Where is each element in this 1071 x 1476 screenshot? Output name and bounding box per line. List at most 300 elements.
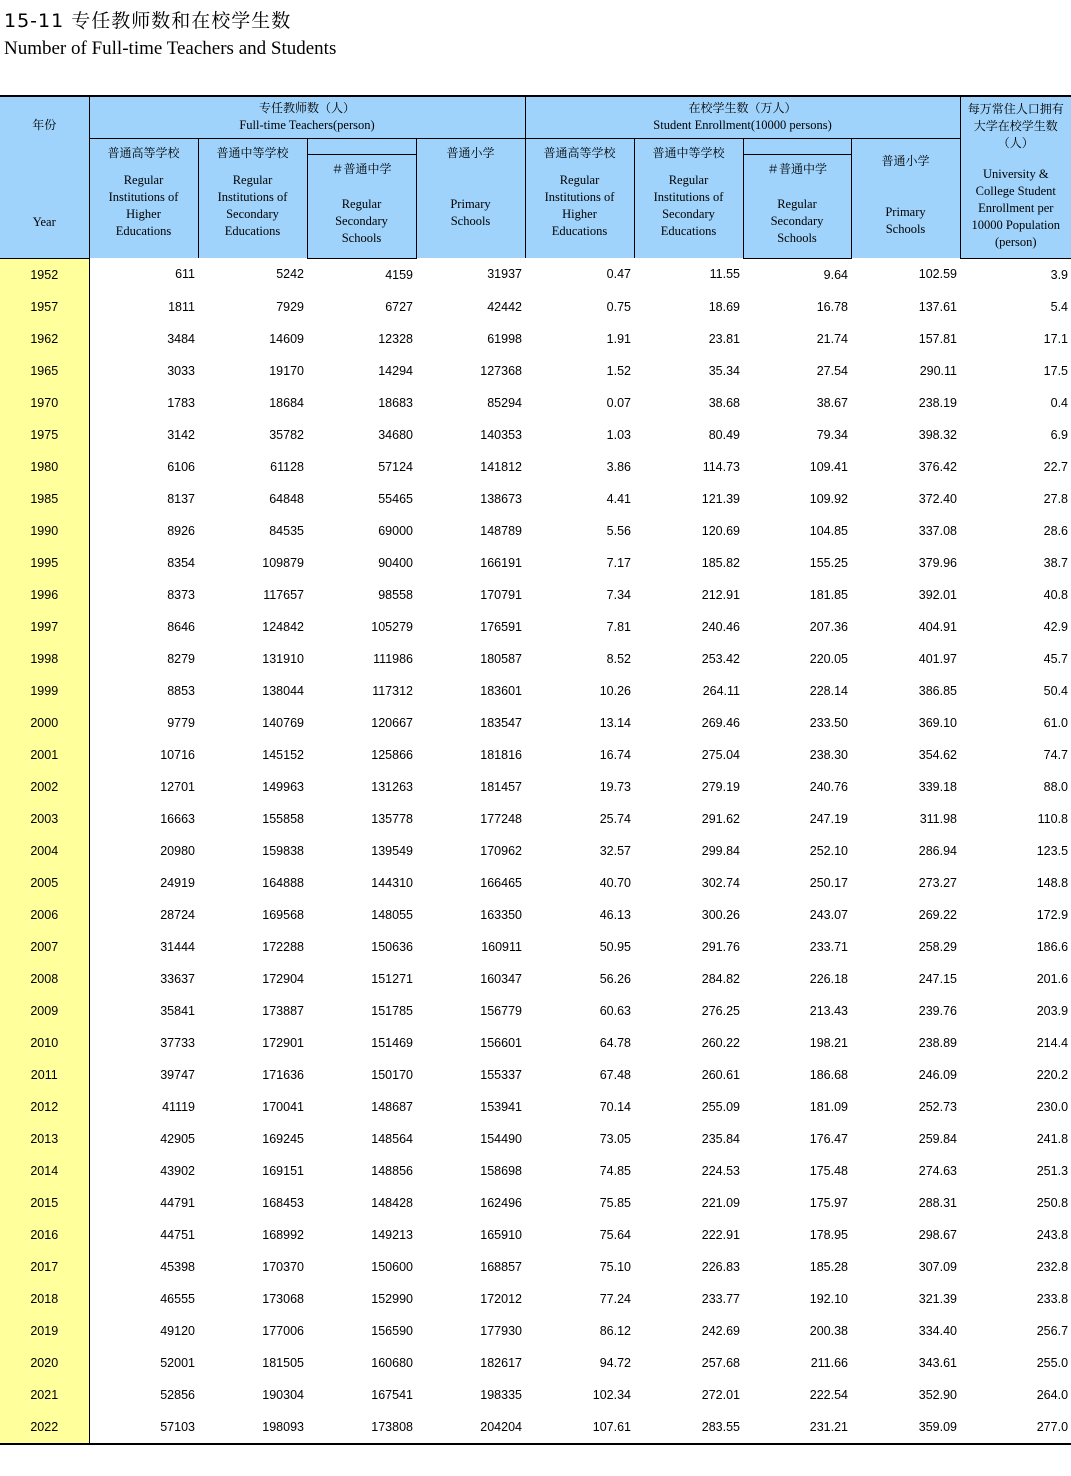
- value-cell: 73.05: [599, 1131, 631, 1146]
- value-cell: 171636: [262, 1067, 304, 1082]
- value-cell: 109.41: [809, 459, 848, 474]
- value-cell: 13.14: [599, 715, 631, 730]
- value-cell: 148856: [371, 1163, 413, 1178]
- value-cell: 94.72: [599, 1355, 631, 1370]
- year-cell: 1957: [0, 291, 89, 323]
- year-cell: 2000: [0, 707, 89, 739]
- value-cell: 256.7: [1036, 1323, 1069, 1338]
- value-cell: 109.92: [809, 491, 848, 506]
- value-cell: 151271: [371, 971, 413, 986]
- value-cell: 120.69: [701, 523, 740, 538]
- value-cell: 117657: [263, 587, 304, 602]
- value-cell: 3.86: [606, 459, 631, 474]
- value-cell: 231.21: [743, 1411, 851, 1444]
- value-cell: 275.04: [701, 747, 740, 762]
- value-cell: 160680: [371, 1355, 413, 1370]
- value-cell: 35841: [160, 1003, 195, 1018]
- value-cell: 69000: [378, 523, 413, 538]
- value-cell: 404.91: [918, 619, 958, 634]
- year-cell: 1997: [0, 611, 89, 643]
- value-cell: 277.0: [960, 1411, 1071, 1444]
- table-row: [0, 483, 1071, 515]
- value-cell: 52001: [160, 1355, 195, 1370]
- value-cell: 41119: [162, 1099, 195, 1114]
- enroll-higher-cn: 普通高等学校: [543, 145, 616, 160]
- value-cell: 155858: [262, 811, 304, 826]
- table-row: [0, 291, 1071, 323]
- value-cell: 11.55: [709, 267, 740, 282]
- value-cell: 185.82: [701, 555, 740, 570]
- value-cell: 224.53: [701, 1163, 740, 1178]
- value-cell: 230.0: [1036, 1099, 1069, 1114]
- value-cell: 260.22: [701, 1035, 740, 1050]
- value-cell: 255.0: [1036, 1355, 1069, 1370]
- value-cell: 181505: [262, 1355, 304, 1370]
- value-cell: 152990: [371, 1291, 413, 1306]
- value-cell: 198.21: [809, 1035, 848, 1050]
- table-row: [0, 1123, 1071, 1155]
- value-cell: 31444: [160, 939, 195, 954]
- value-cell: 233.8: [1036, 1291, 1069, 1306]
- year-cell: 1975: [0, 419, 89, 451]
- value-cell: 169568: [262, 907, 304, 922]
- value-cell: 33637: [160, 971, 195, 986]
- value-cell: 274.63: [918, 1163, 958, 1178]
- value-cell: 49120: [160, 1323, 195, 1338]
- value-cell: 64848: [269, 491, 304, 506]
- value-cell: 207.36: [809, 619, 848, 634]
- value-cell: 24919: [160, 875, 195, 890]
- value-cell: 242.69: [701, 1323, 740, 1338]
- value-cell: 269.46: [701, 715, 740, 730]
- data-table: [0, 95, 1071, 1445]
- value-cell: 17.1: [1043, 331, 1069, 346]
- value-cell: 177248: [480, 811, 522, 826]
- value-cell: 233.50: [809, 715, 848, 730]
- value-cell: 10716: [160, 747, 195, 762]
- value-cell: 148.8: [1036, 875, 1069, 890]
- value-cell: 166191: [480, 555, 522, 570]
- value-cell: 238.19: [918, 395, 958, 410]
- value-cell: 125866: [371, 747, 413, 762]
- value-cell: 148055: [371, 907, 413, 922]
- year-header: [0, 96, 89, 258]
- value-cell: 3033: [167, 363, 195, 378]
- value-cell: 232.8: [1036, 1259, 1069, 1274]
- value-cell: 45.7: [1043, 651, 1069, 666]
- value-cell: 173887: [262, 1003, 304, 1018]
- value-cell: 70.14: [599, 1099, 631, 1114]
- value-cell: 121.39: [701, 491, 740, 506]
- year-cell: 2011: [0, 1059, 89, 1091]
- year-header-en: Year: [32, 215, 56, 230]
- year-cell: 1952: [0, 258, 89, 291]
- value-cell: 168453: [262, 1195, 304, 1210]
- teachers-higher-header: [89, 138, 198, 258]
- value-cell: 198093: [198, 1411, 307, 1444]
- table-row: [0, 387, 1071, 419]
- value-cell: 246.09: [918, 1067, 958, 1082]
- value-cell: 253.42: [701, 651, 740, 666]
- value-cell: 3484: [167, 331, 195, 346]
- value-cell: 159838: [262, 843, 304, 858]
- value-cell: 222.91: [701, 1227, 740, 1242]
- table-row: [0, 771, 1071, 803]
- value-cell: 376.42: [918, 459, 958, 474]
- year-cell: 1999: [0, 675, 89, 707]
- per10000-header: [960, 96, 1071, 258]
- year-cell: 2004: [0, 835, 89, 867]
- value-cell: 18684: [269, 395, 304, 410]
- table-row: [0, 899, 1071, 931]
- value-cell: 283.55: [634, 1411, 743, 1444]
- value-cell: 172288: [262, 939, 304, 954]
- enroll-secondary-header: [634, 138, 743, 258]
- value-cell: 172904: [262, 971, 304, 986]
- value-cell: 8354: [167, 555, 195, 570]
- value-cell: 110.8: [1037, 811, 1069, 826]
- value-cell: 149213: [371, 1227, 413, 1242]
- value-cell: 176.47: [809, 1131, 848, 1146]
- value-cell: 221.09: [701, 1195, 740, 1210]
- table-row: [0, 739, 1071, 771]
- year-cell: 2017: [0, 1251, 89, 1283]
- value-cell: 186.6: [1036, 939, 1069, 954]
- value-cell: 60.63: [599, 1003, 631, 1018]
- value-cell: 170041: [262, 1099, 304, 1114]
- enroll-regsec-cn: ＃普通中学: [766, 161, 827, 176]
- value-cell: 379.96: [918, 555, 958, 570]
- value-cell: 311.98: [919, 811, 958, 826]
- value-cell: 44751: [160, 1227, 195, 1242]
- value-cell: 284.82: [701, 971, 740, 986]
- value-cell: 170370: [262, 1259, 304, 1274]
- value-cell: 185.28: [809, 1259, 848, 1274]
- value-cell: 8137: [167, 491, 195, 506]
- value-cell: 175.97: [809, 1195, 848, 1210]
- value-cell: 247.19: [809, 811, 848, 826]
- year-cell: 1965: [0, 355, 89, 387]
- value-cell: 192.10: [809, 1291, 848, 1306]
- value-cell: 107.61: [525, 1411, 634, 1444]
- enroll-blank-top: [743, 138, 851, 154]
- teachers-secondary-header: [198, 138, 307, 258]
- value-cell: 228.14: [809, 683, 848, 698]
- value-cell: 156601: [480, 1035, 522, 1050]
- year-cell: 2003: [0, 803, 89, 835]
- table-row: [0, 1411, 1071, 1444]
- teachers-primary-cn: 普通小学: [446, 145, 495, 160]
- value-cell: 0.07: [606, 395, 631, 410]
- teachers-group-cn: 专任教师数（人）: [258, 101, 355, 116]
- value-cell: 28724: [160, 907, 195, 922]
- value-cell: 148428: [371, 1195, 413, 1210]
- value-cell: 138044: [262, 683, 304, 698]
- value-cell: 17.5: [1043, 363, 1069, 378]
- value-cell: 151469: [371, 1035, 413, 1050]
- value-cell: 98558: [378, 587, 413, 602]
- value-cell: 4159: [385, 267, 413, 282]
- enroll-higher-header: [525, 138, 634, 258]
- value-cell: 117312: [372, 683, 413, 698]
- teachers-group-header: [89, 96, 525, 138]
- table-row: [0, 867, 1071, 899]
- value-cell: 34680: [378, 427, 413, 442]
- teachers-secondary-en: Regular Institutions of Secondary Educations: [217, 172, 288, 238]
- value-cell: 354.62: [918, 747, 958, 762]
- value-cell: 299.84: [701, 843, 740, 858]
- teachers-primary-en: Primary Schools: [450, 196, 491, 228]
- value-cell: 85294: [487, 395, 522, 410]
- value-cell: 77.24: [599, 1291, 631, 1306]
- value-cell: 238.30: [809, 747, 848, 762]
- value-cell: 8.52: [606, 651, 631, 666]
- value-cell: 23.81: [708, 331, 740, 346]
- value-cell: 250.17: [809, 875, 848, 890]
- value-cell: 226.83: [701, 1259, 740, 1274]
- value-cell: 157.81: [918, 331, 958, 346]
- value-cell: 86.12: [599, 1323, 631, 1338]
- value-cell: 20980: [160, 843, 195, 858]
- value-cell: 56.26: [599, 971, 631, 986]
- value-cell: 169245: [262, 1131, 304, 1146]
- year-cell: 2010: [0, 1027, 89, 1059]
- year-cell: 1998: [0, 643, 89, 675]
- enrollment-group-en: Student Enrollment(10000 persons): [653, 118, 832, 133]
- year-cell: 2020: [0, 1347, 89, 1379]
- year-cell: 2016: [0, 1219, 89, 1251]
- value-cell: 44791: [160, 1195, 195, 1210]
- value-cell: 75.10: [599, 1259, 631, 1274]
- value-cell: 251.3: [1036, 1163, 1069, 1178]
- value-cell: 164888: [262, 875, 304, 890]
- value-cell: 339.18: [918, 779, 958, 794]
- enrollment-group-cn: 在校学生数（万人）: [688, 101, 797, 116]
- table-row: [0, 963, 1071, 995]
- value-cell: 75.64: [599, 1227, 631, 1242]
- value-cell: 177930: [480, 1323, 522, 1338]
- value-cell: 145152: [262, 747, 304, 762]
- table-row: [0, 1219, 1071, 1251]
- value-cell: 0.47: [606, 267, 631, 282]
- value-cell: 5242: [276, 267, 304, 282]
- value-cell: 190304: [262, 1387, 304, 1402]
- value-cell: 337.08: [918, 523, 958, 538]
- value-cell: 172012: [480, 1291, 522, 1306]
- table-row: [0, 355, 1071, 387]
- enroll-secondary-en: Regular Institutions of Secondary Educations: [653, 172, 724, 238]
- table-row: [0, 1379, 1071, 1411]
- value-cell: 250.8: [1036, 1195, 1069, 1210]
- value-cell: 14609: [269, 331, 304, 346]
- value-cell: 38.7: [1043, 555, 1069, 570]
- value-cell: 61998: [487, 331, 522, 346]
- value-cell: 252.10: [809, 843, 848, 858]
- value-cell: 5.56: [606, 523, 631, 538]
- value-cell: 42.9: [1043, 619, 1069, 634]
- table-row: [0, 1027, 1071, 1059]
- value-cell: 272.01: [701, 1387, 740, 1402]
- value-cell: 176591: [480, 619, 522, 634]
- value-cell: 226.18: [809, 971, 848, 986]
- table-row: [0, 1251, 1071, 1283]
- table-row: [0, 1347, 1071, 1379]
- value-cell: 169151: [262, 1163, 304, 1178]
- value-cell: 359.09: [851, 1411, 960, 1444]
- value-cell: 57103: [89, 1411, 198, 1444]
- value-cell: 84535: [269, 523, 304, 538]
- value-cell: 43902: [160, 1163, 195, 1178]
- value-cell: 7.17: [606, 555, 631, 570]
- table-row: [0, 1315, 1071, 1347]
- table-row: [0, 611, 1071, 643]
- value-cell: 105279: [371, 619, 413, 634]
- table-row: [0, 931, 1071, 963]
- value-cell: 6.9: [1050, 427, 1069, 442]
- value-cell: 8926: [167, 523, 195, 538]
- value-cell: 123.5: [1036, 843, 1069, 858]
- value-cell: 38.68: [708, 395, 740, 410]
- value-cell: 247.15: [918, 971, 958, 986]
- teachers-regsec-header: [307, 154, 416, 258]
- value-cell: 75.85: [599, 1195, 631, 1210]
- teachers-higher-en: Regular Institutions of Higher Educations: [108, 172, 179, 238]
- year-cell: 2021: [0, 1379, 89, 1411]
- value-cell: 300.26: [701, 907, 740, 922]
- teachers-higher-cn: 普通高等学校: [107, 145, 180, 160]
- table-row: [0, 579, 1071, 611]
- value-cell: 181.09: [809, 1099, 848, 1114]
- value-cell: 334.40: [918, 1323, 958, 1338]
- value-cell: 114.73: [702, 459, 740, 474]
- year-cell: 2005: [0, 867, 89, 899]
- value-cell: 42442: [487, 299, 522, 314]
- value-cell: 183547: [480, 715, 522, 730]
- value-cell: 222.54: [809, 1387, 848, 1402]
- value-cell: 238.89: [918, 1035, 958, 1050]
- table-row: [0, 515, 1071, 547]
- table-row: [0, 1155, 1071, 1187]
- value-cell: 4.41: [606, 491, 631, 506]
- enroll-regsec-header: [743, 154, 851, 258]
- value-cell: 1.91: [606, 331, 631, 346]
- value-cell: 398.32: [918, 427, 958, 442]
- value-cell: 39747: [160, 1067, 195, 1082]
- value-cell: 55465: [378, 491, 413, 506]
- value-cell: 16.78: [816, 299, 848, 314]
- table-row: [0, 643, 1071, 675]
- value-cell: 288.31: [918, 1195, 958, 1210]
- table-row: [0, 675, 1071, 707]
- value-cell: 64.78: [599, 1035, 631, 1050]
- value-cell: 273.27: [918, 875, 958, 890]
- value-cell: 170791: [480, 587, 522, 602]
- table-row: [0, 258, 1071, 291]
- value-cell: 252.73: [918, 1099, 958, 1114]
- value-cell: 139549: [371, 843, 413, 858]
- value-cell: 241.8: [1036, 1131, 1069, 1146]
- value-cell: 181457: [480, 779, 522, 794]
- value-cell: 21.74: [816, 331, 848, 346]
- value-cell: 131910: [262, 651, 304, 666]
- value-cell: 52856: [160, 1387, 195, 1402]
- value-cell: 168857: [480, 1259, 522, 1274]
- value-cell: 12328: [378, 331, 413, 346]
- value-cell: 156779: [480, 1003, 522, 1018]
- table-row: [0, 451, 1071, 483]
- value-cell: 102.59: [918, 267, 958, 282]
- value-cell: 204204: [416, 1411, 525, 1444]
- value-cell: 35.34: [708, 363, 740, 378]
- table-row: [0, 995, 1071, 1027]
- value-cell: 290.11: [919, 363, 958, 378]
- value-cell: 183601: [480, 683, 522, 698]
- table-row: [0, 547, 1071, 579]
- teachers-blank-top: [307, 138, 416, 154]
- value-cell: 109879: [262, 555, 304, 570]
- value-cell: 392.01: [918, 587, 958, 602]
- value-cell: 181816: [480, 747, 522, 762]
- value-cell: 401.97: [918, 651, 958, 666]
- table-row: [0, 835, 1071, 867]
- value-cell: 213.43: [809, 1003, 848, 1018]
- value-cell: 372.40: [918, 491, 958, 506]
- value-cell: 16.74: [599, 747, 631, 762]
- value-cell: 45398: [160, 1259, 195, 1274]
- value-cell: 124842: [262, 619, 304, 634]
- value-cell: 27.8: [1043, 491, 1069, 506]
- value-cell: 302.74: [701, 875, 740, 890]
- value-cell: 104.85: [809, 523, 848, 538]
- value-cell: 140353: [480, 427, 522, 442]
- year-cell: 2012: [0, 1091, 89, 1123]
- value-cell: 243.8: [1036, 1227, 1069, 1242]
- value-cell: 0.4: [1050, 395, 1069, 410]
- value-cell: 74.7: [1043, 747, 1069, 762]
- value-cell: 173068: [262, 1291, 304, 1306]
- value-cell: 42905: [160, 1131, 195, 1146]
- enrollment-group-header: [525, 96, 960, 138]
- enroll-secondary-cn: 普通中等学校: [652, 145, 725, 160]
- teachers-group-en: Full-time Teachers(person): [239, 118, 375, 133]
- table-row: [0, 1283, 1071, 1315]
- value-cell: 80.49: [708, 427, 740, 442]
- page-title-cn: 15-11 专任教师数和在校学生数: [4, 10, 292, 32]
- value-cell: 260.61: [701, 1067, 740, 1082]
- value-cell: 25.74: [599, 811, 631, 826]
- teachers-regsec-en: Regular Secondary Schools: [335, 196, 388, 245]
- value-cell: 286.94: [918, 843, 958, 858]
- value-cell: 150170: [371, 1067, 413, 1082]
- value-cell: 321.39: [918, 1291, 958, 1306]
- table-row: [0, 1091, 1071, 1123]
- value-cell: 1811: [168, 299, 195, 314]
- value-cell: 141812: [480, 459, 522, 474]
- value-cell: 158698: [480, 1163, 522, 1178]
- value-cell: 276.25: [701, 1003, 740, 1018]
- table-row: [0, 707, 1071, 739]
- value-cell: 22.7: [1043, 459, 1069, 474]
- value-cell: 203.9: [1036, 1003, 1069, 1018]
- year-cell: 2007: [0, 931, 89, 963]
- value-cell: 67.48: [599, 1067, 631, 1082]
- enroll-primary-en: Primary Schools: [885, 204, 926, 236]
- value-cell: 111986: [373, 651, 413, 666]
- value-cell: 214.4: [1036, 1035, 1069, 1050]
- value-cell: 144310: [371, 875, 413, 890]
- value-cell: 61.0: [1043, 715, 1069, 730]
- value-cell: 149963: [262, 779, 304, 794]
